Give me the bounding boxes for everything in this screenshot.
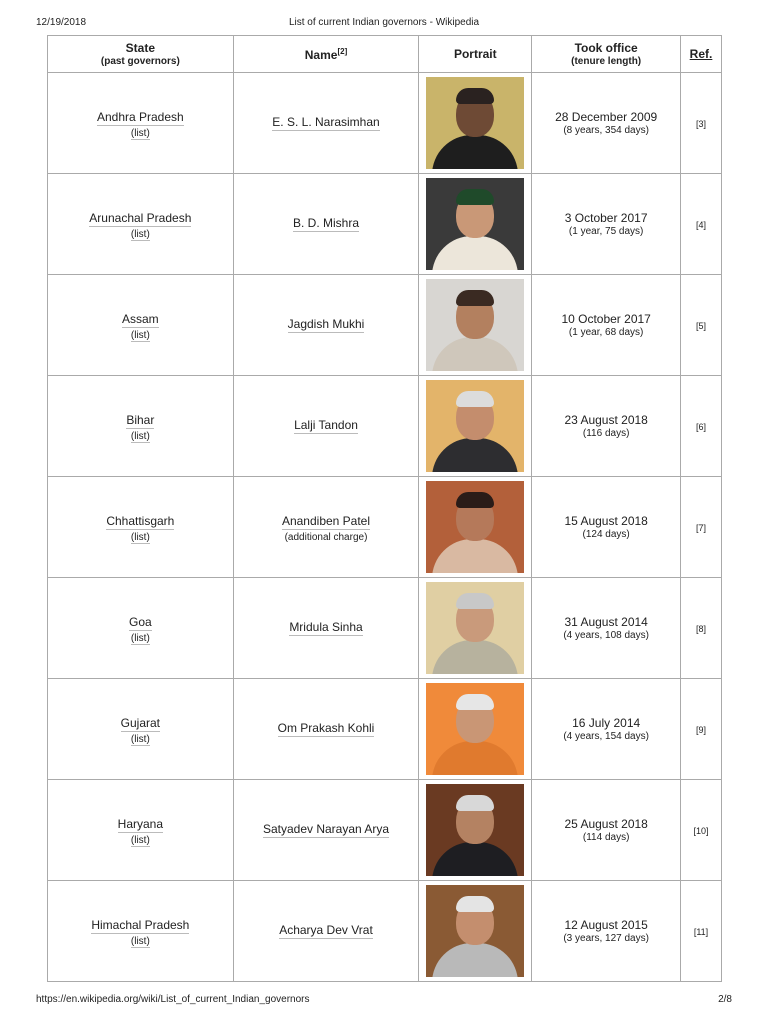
portrait-hair	[456, 694, 494, 710]
portrait-body	[432, 438, 518, 472]
took-office-cell	[532, 578, 681, 679]
name-cell	[233, 174, 419, 275]
state-link[interactable]: Andhra Pradesh	[96, 109, 184, 124]
name-cell	[233, 780, 419, 881]
governor-portrait[interactable]	[426, 683, 524, 775]
tenure-length: (116 days)	[582, 428, 630, 439]
governor-name-link[interactable]: Anandiben Patel	[281, 513, 371, 528]
table-row	[48, 679, 722, 780]
governor-name-link[interactable]: Mridula Sinha	[289, 620, 363, 634]
state-cell	[48, 780, 234, 881]
portrait-body	[432, 539, 518, 573]
portrait-hair	[456, 88, 494, 104]
ref-cell	[681, 73, 722, 174]
portrait-body	[432, 135, 518, 169]
name-cell	[233, 275, 419, 376]
governor-portrait[interactable]	[426, 582, 524, 674]
portrait-cell	[419, 376, 532, 477]
governor-portrait[interactable]	[426, 279, 524, 371]
column-header-ref[interactable]	[681, 36, 722, 73]
ref-cell	[681, 376, 722, 477]
ref-cell	[681, 578, 722, 679]
name-cell	[233, 881, 419, 982]
ref-cell	[681, 679, 722, 780]
column-header-portrait-label: Portrait	[453, 47, 497, 61]
name-cell	[233, 578, 419, 679]
took-office-cell	[532, 174, 681, 275]
tenure-length: (114 days)	[582, 832, 630, 843]
tenure-length: (8 years, 354 days)	[563, 125, 649, 136]
name-cell	[233, 679, 419, 780]
took-office-cell	[532, 881, 681, 982]
print-page-title: List of current Indian governors - Wikipedia	[288, 17, 480, 28]
state-link[interactable]: Gujarat	[120, 715, 161, 730]
reference-link[interactable]: [3]	[696, 119, 707, 129]
took-office-date: 3 October 2017	[564, 211, 648, 225]
column-header-portrait	[419, 36, 532, 73]
portrait-hair	[456, 593, 494, 609]
state-link[interactable]: Bihar	[126, 412, 155, 427]
portrait-body	[432, 337, 518, 371]
state-cell	[48, 174, 234, 275]
governor-name-link[interactable]: E. S. L. Narasimhan	[272, 115, 380, 129]
state-cell	[48, 578, 234, 679]
governor-name-link[interactable]: Satyadev Narayan Arya	[262, 822, 390, 836]
column-header-took-sub: (tenure length)	[571, 56, 642, 67]
state-link[interactable]: Assam	[121, 311, 159, 326]
portrait-body	[432, 943, 518, 977]
portrait-hair	[456, 391, 494, 407]
reference-link[interactable]: [8]	[696, 624, 707, 634]
governor-portrait[interactable]	[426, 77, 524, 169]
took-office-cell	[532, 679, 681, 780]
portrait-hair	[456, 290, 494, 306]
portrait-cell	[419, 174, 532, 275]
state-cell	[48, 477, 234, 578]
ref-cell	[681, 881, 722, 982]
took-office-date: 31 August 2014	[564, 615, 648, 629]
name-footnote-ref[interactable]: [2]	[337, 46, 348, 56]
took-office-date: 12 August 2015	[564, 918, 648, 932]
ref-cell	[681, 477, 722, 578]
ref-cell	[681, 275, 722, 376]
table-row	[48, 275, 722, 376]
column-header-name[interactable]	[233, 36, 419, 73]
portrait-hair	[456, 189, 494, 205]
ref-cell	[681, 780, 722, 881]
column-header-state[interactable]	[48, 36, 234, 73]
table-body	[48, 73, 722, 982]
past-governors-list-link[interactable]: (list)	[130, 733, 150, 745]
governor-name-link[interactable]: Lalji Tandon	[294, 418, 358, 432]
governors-table	[47, 35, 722, 982]
reference-link[interactable]: [10]	[693, 826, 709, 836]
state-link[interactable]: Arunachal Pradesh	[89, 210, 192, 225]
past-governors-list-link[interactable]: (list)	[130, 632, 150, 644]
took-office-cell	[532, 780, 681, 881]
past-governors-list-link[interactable]: (list)	[130, 430, 150, 442]
state-cell	[48, 881, 234, 982]
reference-link[interactable]: [9]	[696, 725, 707, 735]
state-link[interactable]: Goa	[128, 614, 152, 629]
governor-name-link[interactable]: Acharya Dev Vrat	[279, 923, 373, 937]
portrait-cell	[419, 578, 532, 679]
portrait-body	[432, 236, 518, 270]
past-governors-list-link[interactable]: (list)	[130, 127, 150, 139]
column-header-ref-label: Ref.	[689, 47, 713, 61]
portrait-cell	[419, 275, 532, 376]
table-row	[48, 780, 722, 881]
column-header-state-label: State	[125, 41, 155, 55]
state-link[interactable]: Haryana	[117, 816, 164, 831]
tenure-length: (1 year, 75 days)	[568, 226, 644, 237]
took-office-date: 25 August 2018	[564, 817, 648, 831]
past-governors-list-link[interactable]: (list)	[130, 531, 150, 543]
name-cell	[233, 376, 419, 477]
tenure-length: (4 years, 154 days)	[563, 731, 649, 742]
print-date: 12/19/2018	[36, 17, 87, 28]
table-row	[48, 174, 722, 275]
portrait-body	[432, 842, 518, 876]
table-header-row	[48, 36, 722, 73]
took-office-date: 15 August 2018	[564, 514, 648, 528]
column-header-state-sub: (past governors)	[100, 56, 180, 67]
portrait-cell	[419, 881, 532, 982]
past-governors-list-link[interactable]: (list)	[130, 228, 150, 240]
governor-portrait[interactable]	[426, 481, 524, 573]
page-url: https://en.wikipedia.org/wiki/List_of_current_Indian_governors	[36, 994, 310, 1005]
reference-link[interactable]: [7]	[696, 523, 707, 533]
column-header-took-office[interactable]	[532, 36, 681, 73]
name-cell	[233, 73, 419, 174]
portrait-cell	[419, 477, 532, 578]
reference-link[interactable]: [4]	[696, 220, 707, 230]
table-row	[48, 578, 722, 679]
reference-link[interactable]: [5]	[696, 321, 707, 331]
table-row	[48, 477, 722, 578]
governor-portrait[interactable]	[426, 885, 524, 977]
took-office-cell	[532, 477, 681, 578]
governor-note: (additional charge)	[284, 531, 368, 543]
portrait-body	[432, 741, 518, 775]
governor-name-link[interactable]: B. D. Mishra	[292, 216, 359, 230]
portrait-body	[432, 640, 518, 674]
page-number: 2/8	[718, 994, 732, 1005]
state-link[interactable]: Chhattisgarh	[106, 513, 175, 528]
reference-link[interactable]: [11]	[693, 927, 709, 937]
governor-portrait[interactable]	[426, 784, 524, 876]
table-row	[48, 376, 722, 477]
tenure-length: (1 year, 68 days)	[568, 327, 644, 338]
took-office-cell	[532, 275, 681, 376]
took-office-date: 16 July 2014	[572, 716, 641, 730]
state-cell	[48, 73, 234, 174]
table-row	[48, 73, 722, 174]
table-row	[48, 881, 722, 982]
ref-cell	[681, 174, 722, 275]
took-office-cell	[532, 376, 681, 477]
portrait-cell	[419, 780, 532, 881]
governor-name-link[interactable]: Jagdish Mukhi	[287, 317, 365, 331]
governor-portrait[interactable]	[426, 380, 524, 472]
state-cell	[48, 376, 234, 477]
past-governors-list-link[interactable]: (list)	[130, 935, 150, 947]
tenure-length: (4 years, 108 days)	[563, 630, 649, 641]
took-office-date: 23 August 2018	[564, 413, 648, 427]
portrait-cell	[419, 73, 532, 174]
reference-link[interactable]: [6]	[696, 422, 707, 432]
past-governors-list-link[interactable]: (list)	[130, 329, 150, 341]
portrait-cell	[419, 679, 532, 780]
portrait-hair	[456, 896, 494, 912]
state-cell	[48, 275, 234, 376]
state-cell	[48, 679, 234, 780]
name-cell	[233, 477, 419, 578]
column-header-name-label: Name	[304, 47, 338, 62]
portrait-hair	[456, 795, 494, 811]
governor-portrait[interactable]	[426, 178, 524, 270]
governor-name-link[interactable]: Om Prakash Kohli	[277, 721, 375, 735]
column-header-took-label: Took office	[574, 41, 638, 55]
past-governors-list-link[interactable]: (list)	[130, 834, 150, 846]
took-office-date: 10 October 2017	[561, 312, 651, 326]
state-link[interactable]: Himachal Pradesh	[91, 917, 190, 932]
took-office-cell	[532, 73, 681, 174]
tenure-length: (124 days)	[582, 529, 630, 540]
tenure-length: (3 years, 127 days)	[563, 933, 649, 944]
portrait-hair	[456, 492, 494, 508]
took-office-date: 28 December 2009	[555, 110, 658, 124]
